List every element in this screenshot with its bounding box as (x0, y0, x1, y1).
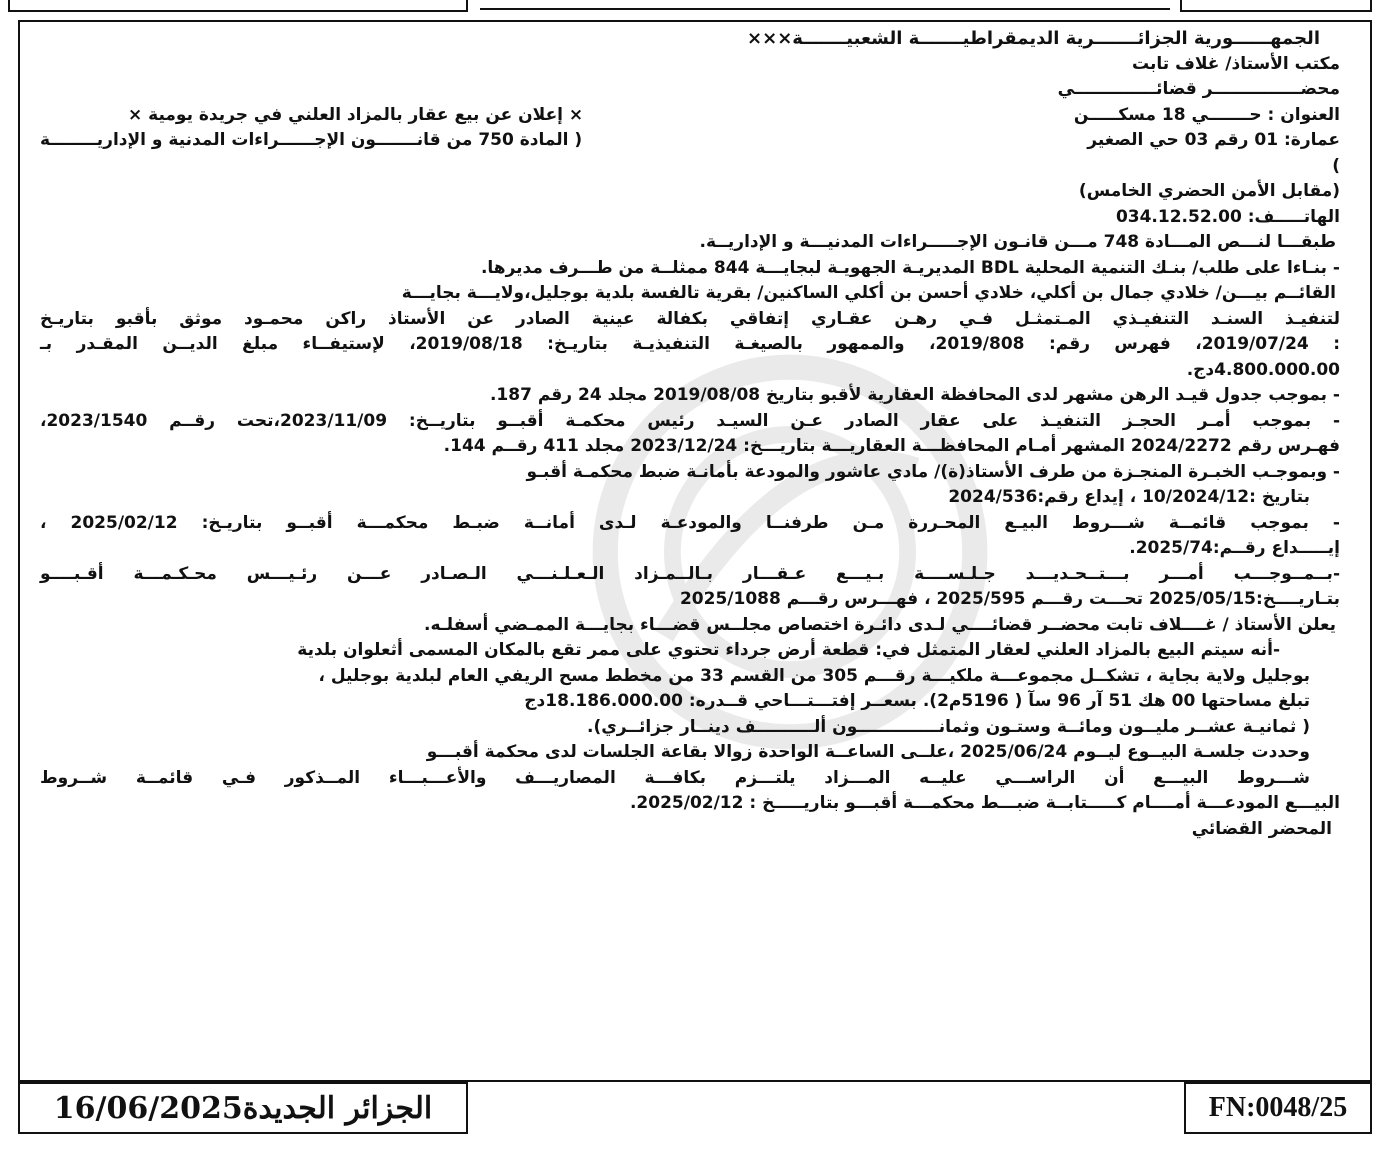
body-line-22: شـــروط البيـــع أن الراســـي عليــه المـــزاد يلتـــزم بكافـــة المصاريـــف والأعـــبـــاء المــذكور فـي قائمــة شــروط (40, 767, 1310, 788)
office-name: مكتب الأستاذ/ غلاف تابت (1132, 53, 1340, 74)
signature: المحضر القضائي (1191, 818, 1332, 839)
legal-article: ( المادة 750 من قانـــــــون الإجــــــراءات المدنية و الإداريــــــــة (40, 130, 583, 150)
body-line-20: ( ثمانيـة عشــر مليــون ومائــة وستـون وثمانــــــــــــــون ألــــــــــف دينــار جزائــري). (586, 716, 1310, 737)
republic-heading: الجمهــــــورية الجزائـــــــرية الديمقراطيـــــــة الشعبيـــــــة××× (747, 28, 1320, 49)
reference-number: FN:0048/25 (1208, 1092, 1348, 1123)
phone-number: 034.12.52.00 (1115, 206, 1242, 227)
body-line-12: - بموجب قائمــة شـــروط البيـع المحـررة مـن طرفنــا والمودعـة لـدى أمانــة ضبـط محكمـــة أقبــو بتاريـخ: 2025/02/12 ، (40, 512, 1340, 533)
bailiff-title: محضـــــــــــــــر قضائــــــــــــــي (1057, 79, 1340, 99)
top-rule (480, 8, 1170, 10)
address: العنوان : حـــــــي 18 مسكـــــن (1073, 104, 1340, 125)
body-line-21: وحددت جلسـة البيــوع ليــوم 2025/06/24 ،علــى الساعــة الواحدة زوالا بقاعة الجلسات لدى محكمة أقبـــو (426, 742, 1310, 762)
body-line-6: 4.800.000.00دج. (1186, 359, 1340, 380)
paren-close: ) (1332, 155, 1340, 176)
building-address: عمارة: 01 رقم 03 حي الصغير (1087, 130, 1340, 150)
body-line-7: - بموجب جدول قيـد الرهن مشهر لدى المحافظة العقارية لأقبو بتاريخ 2019/08/08 مجلد 24 رقم 187. (489, 385, 1340, 405)
body-line-8: - بموجب أمـر الحجـز التنفيـذ على عقار الصادر عـن السيـد رئيس محكمـة أقبــو بتاريــخ: 2023/11/09،تحت رقــم 2023/1540، (40, 410, 1341, 431)
top-left-box (8, 0, 468, 12)
body-line-13: إيـــــداع رقــم:2025/74. (1129, 538, 1340, 558)
body-line-11: بتاريخ :10/2024/12 ، إيداع رقم:2024/536 (948, 487, 1310, 507)
phone-row (40, 205, 1340, 231)
body-line-14: -بــمــوجـــب أمـــر بـــتــحـديـــد جـلـســــة بـيـــع عـقـــار بـالــمـزاد الـعـلـنـــي الـصـادر عـــن رئـيـــس محـكـمـــة أقـبــــو (40, 563, 1340, 584)
body-line-17: -أنه سيتم البيع بالمزاد العلني لعقار المتمثل في: قطعة أرض جرداء تحتوي على ممر تقع بالمكان المسمى أثعلوان بلدية (297, 640, 1280, 660)
body-line-9: فهـرس رقم 2024/2272 المشهر أمـام المحافظـــة العقاريـــة بتاريـــخ: 2023/12/24 مجلد 411 رقــم 144. (443, 436, 1340, 456)
building-row (40, 128, 1340, 154)
body-line-18: بوجليل ولاية بجاية ، تشكــل مجموعـــة ملكيـــة رقـــم 305 من القسم 33 من مخطط مسح الريفي العام لبلدية بوجليل ، (318, 665, 1310, 686)
notice-content (40, 26, 1340, 842)
newspaper-date: الجزائر الجديدة16/06/2025 (53, 1090, 433, 1126)
body-line-10: - وبموجـب الخبـرة المنجـزة من طرف الأستاذ(ة)/ مادي عاشور والمودعة بأمانـة ضبط محكمـة أقبـو (526, 461, 1340, 482)
reference-box (1184, 1082, 1372, 1134)
body-line-3: القائــم بيـــن/ خلادي جمال بن أكلي، خلادي أحسن بن أكلي الساكنين/ بقرية تالفسة بلدية بوجليل،ولايـــة بجايـــة (401, 283, 1336, 303)
top-right-box (1180, 0, 1372, 12)
address-row (40, 103, 1340, 129)
body-line-5: : 2019/07/24، فهرس رقم: 2019/808، والممهور بالصيغـة التنفيذيـة بتاريـخ: 2019/08/18، لإستيفــاء مبلغ الديــن المقـدر بـ (40, 334, 1341, 354)
body-line-16: يعلن الأستاذ / غــــلاف تابت محضــر قضائــــي لـدى دائـرة اختصاص مجلــس قضـــاء بجايـــة الممـضي أسفلـه. (424, 614, 1336, 635)
body-line-4: لتنفيـذ السنـد التنفيـذي المـتمثـل فـي رهـن عقـاري إتفاقي بكفالة عينية الصادر عن الأستاذ راكن محمـود موثق بأقبو بتاريـخ (40, 308, 1340, 329)
body-line-1: طبقـــا لنـــص المـــادة 748 مـــن قانـون الإجـــــراءات المدنيـــة و الإداريــة. (699, 232, 1336, 252)
phone-label: الهاتـــــف: (1247, 206, 1340, 227)
body-line-23: البيـــع المودعـــة أمــــام كـــــتابــة ضبـــط محكمـــة أقبـــو بتاريـــــخ : 2025/02/12. (629, 793, 1340, 813)
body-line-2: - بنـاءا على طلب/ بنـك التنمية المحلية BDL المديريـة الجهويـة لبجايـــة 844 ممثلــة من طـــرف مديرها. (480, 257, 1340, 278)
newspaper-date-box (18, 1082, 468, 1134)
body-line-19: تبلغ مساحتها 00 هك 51 آر 96 سآ ( 5196م2). بسعــر إفتـــتـــاحي قــدره: 18.186.000.00دج (524, 691, 1310, 711)
notice-title: × إعلان عن بيع عقار بالمزاد العلني في جريدة يومية × (128, 104, 584, 125)
body-line-15: بتـاريــــخ:2025/05/15 تحـــت رقـــم 2025/595 ، فهـــرس رقـــم 2025/1088 (679, 589, 1340, 609)
landmark: (مقابل الأمن الحضري الخامس) (1078, 181, 1340, 201)
